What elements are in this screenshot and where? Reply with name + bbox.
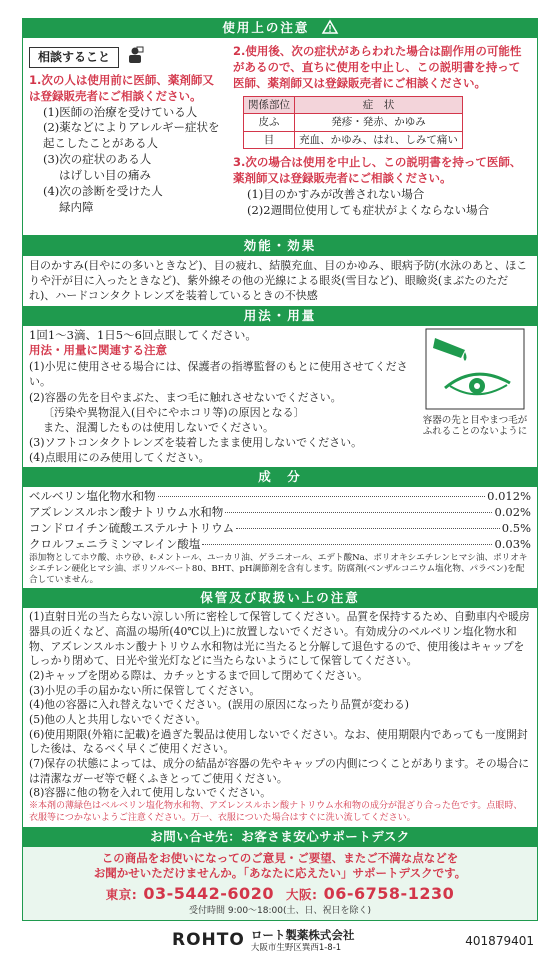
storage-item: (1)直射日光の当たらない涼しい所に密栓して保管してください。品質を保持するため、自動車内や暖房器具の近くなど、高温の場所(40℃以上)に放置しないでください。有効成分のベルベリン塩化物水和物、アズレンスルホン酸ナトリウム水和物は光に当たると分解して退色するので、使用後はキャップをしっかり閉めて、日光や蛍光灯などに当たらないようにして保管してください。 xyxy=(29,610,530,668)
consult-item: (1)医師の治療を受けている人 xyxy=(43,104,198,119)
usage-note: (4)点眼用にのみ使用してください。 xyxy=(29,451,210,465)
consult-subitem: 緑内障 xyxy=(59,199,94,214)
ingredient-row: アズレンスルホン酸ナトリウム水和物 0.02% xyxy=(29,505,531,520)
company-info: ロート製薬株式会社 大阪市生野区巽西1-8-1 xyxy=(250,928,355,953)
osaka-phone-link[interactable]: 06-6758-1230 xyxy=(323,883,455,903)
warnings-header: 使用上の注意 xyxy=(22,18,538,38)
storage-body xyxy=(22,608,538,826)
color-note: ※本剤の薄緑色はベルベリン塩化物水和物、アズレンスルホン酸ナトリウム水和物の成分が混ざり合った色です。点眼時、衣服等につかないようご注意ください。万一、衣服についた場合はすぐに洗い流してください。 xyxy=(29,801,523,823)
side-effect-table xyxy=(243,96,463,149)
table-row: 目 充血、かゆみ、はれ、しみて痛い xyxy=(244,131,463,148)
contact-body xyxy=(22,847,538,922)
ingredients-header: 成 分 xyxy=(22,467,538,487)
ingredients-body xyxy=(22,487,538,588)
product-code: 401879401 xyxy=(465,933,534,948)
storage-header: 保管及び取扱い上の注意 xyxy=(22,588,538,608)
storage-item: (4)他の容器に入れ替えないでください。(誤用の原因になったり品質が変わる) xyxy=(29,698,410,712)
consult-item: (2)2週間位使用しても症状がよくならない場合 xyxy=(247,202,490,217)
consult-subitem: はげしい目の痛み xyxy=(59,168,151,183)
usage-note: (2)容器の先を目やまぶた、まつ毛に触れさせないでください。 xyxy=(29,390,342,404)
usage-note: また、混濁したものは使用しないでください。 xyxy=(43,420,274,434)
storage-item: (3)小児の手の届かない所に保管してください。 xyxy=(29,683,261,697)
contact-phones: 東京: 03-5442-6020 大阪: 06-6758-1230 xyxy=(105,883,455,903)
efficacy-header: 効能・効果 xyxy=(22,236,538,256)
warning-triangle-icon xyxy=(322,20,338,40)
warnings-left-column xyxy=(29,44,229,229)
usage-note: (1)小児に使用させる場合には、保護者の指導監督のもとに使用させてください。 xyxy=(29,360,408,389)
consult-lead-1: 1.次の人は使用前に医師、薬剤師又は登録販売者にご相談ください。 xyxy=(29,72,214,103)
dosage-text: 1回1～3滴、1日5～6回点眼してください。 xyxy=(29,327,257,342)
table-header-cell: 症 状 xyxy=(295,96,463,113)
rohto-logo: ROHTO xyxy=(172,930,245,951)
usage-note: 〔汚染や異物混入(目やにやホコリ等)の原因となる〕 xyxy=(43,405,305,419)
storage-item: (2)キャップを閉める際は、カチッとするまで回して閉めてください。 xyxy=(29,669,368,683)
consult-item: (1)目のかすみが改善されない場合 xyxy=(247,186,425,201)
eye-drop-illustration xyxy=(419,328,531,466)
storage-item: (7)保存の状態によっては、成分の結晶が容器の先やキャップの内側につくことがあります。その場合には清潔なガーゼ等で軽くふきとってご使用ください。 xyxy=(29,757,530,785)
consult-item: (4)次の診断を受けた人 xyxy=(43,183,163,198)
consult-lead-2: 2.使用後、次の症状があらわれた場合は副作用の可能性があるので、直ちに使用を中止し、この説明書を持って医師、薬剤師又は登録販売者にご相談ください。 xyxy=(233,44,522,90)
storage-item: (8)容器に他の物を入れて使用しないでください。 xyxy=(29,786,272,800)
storage-item: (5)他の人と共用しないでください。 xyxy=(29,713,207,727)
additives-text: 添加物としてホウ酸、ホウ砂、ℓ-メントール、ユーカリ油、ゲラニオール、エデト酸Na、ポリオキシエチレンヒマシ油、ポリオキシエチレン硬化ヒマシ油、ポリソルベート80、BHT、pH調節剤を含有します。防腐剤(ベンザルコニウム塩化物、パラベン)を配合していません。 xyxy=(29,552,528,586)
usage-body xyxy=(22,326,538,468)
consult-item: (2)薬などによりアレルギー症状を起こしたことがある人 xyxy=(43,120,220,151)
eye-drop-icon xyxy=(425,328,525,410)
storage-item: (6)使用期限(外箱に記載)を過ぎた製品は使用しないでください。なお、使用期限内であっても一度開封した後は、なるべく早くご使用ください。 xyxy=(29,727,528,756)
table-row: 皮ふ 発疹・発赤、かゆみ xyxy=(244,114,463,131)
contact-message: お聞かせいただけませんか。「あなたに応えたい」サポートデスクです。 xyxy=(93,866,467,881)
warnings-body xyxy=(22,38,538,236)
consult-item: (3)次の症状のある人 xyxy=(43,152,152,167)
ingredient-row: ベルベリン塩化物水和物 0.012% xyxy=(29,489,531,504)
contact-header: お問い合せ先：お客さま安心サポートデスク xyxy=(22,827,538,847)
usage-note: (3)ソフトコンタクトレンズを装着したまま使用しないでください。 xyxy=(29,436,363,450)
consult-label: 相談すること xyxy=(29,47,119,68)
ingredient-row: コンドロイチン硫酸エステルナトリウム 0.5% xyxy=(29,521,531,536)
usage-header: 用法・用量 xyxy=(22,306,538,326)
consult-person-icon xyxy=(125,46,145,69)
illustration-caption: 容器の先と目やまつ毛がふれることのないように xyxy=(422,414,528,438)
table-header-cell: 関係部位 xyxy=(244,96,295,113)
consult-lead-3: 3.次の場合は使用を中止し、この説明書を持って医師、薬剤師又は登録販売者にご相談ください。 xyxy=(233,155,522,185)
footer xyxy=(22,929,538,953)
efficacy-text: 目のかすみ(目やにの多いときなど)、目の疲れ、結膜充血、目のかゆみ、眼病予防(水泳のあと、ほこりや汗が目に入ったときなど)、紫外線その他の光線による眼炎(雪目など)、眼瞼炎(まぶたのただれ)、ハードコンタクトレンズを装着しているときの不快感 xyxy=(22,256,538,306)
tokyo-phone-link[interactable]: 03-5442-6020 xyxy=(143,883,274,903)
usage-note-title: 用法・用量に関連する注意 xyxy=(29,343,167,358)
support-hours: 受付時間 9:00～18:00(土、日、祝日を除く) xyxy=(188,905,372,916)
warnings-right-column xyxy=(229,44,531,229)
ingredient-row: クロルフェニラミンマレイン酸塩 0.03% xyxy=(29,537,531,552)
contact-message: この商品をお使いになってのご意見・ご要望、またご不満な点などを xyxy=(101,850,459,865)
